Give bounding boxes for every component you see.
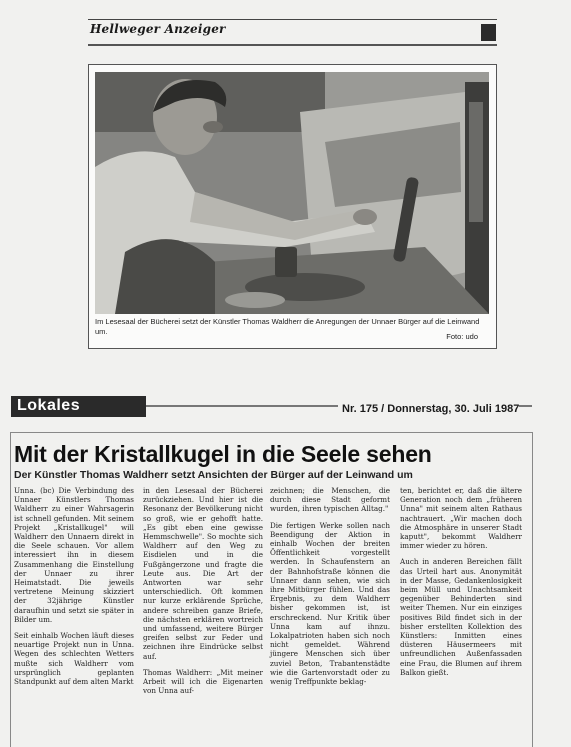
paragraph: Thomas Waldherr: „Mit meiner Arbeit will ich die Eigenarten von Unna auf- — [143, 667, 263, 696]
masthead-bottom-rule — [88, 44, 497, 46]
paragraph: Seit einhalb Wochen läuft dieses neuartige Projekt nun in Unna. Wegen des schlechten Wetters mußte sich Waldherr vom ursprünglich geplanten Standpunkt auf dem alten Markt — [14, 631, 134, 687]
article-column-3 — [270, 486, 390, 693]
article-subhead: Der Künstler Thomas Waldherr setzt Ansichten der Bürger auf der Leinwand um — [14, 469, 413, 481]
article-column-2 — [143, 486, 263, 702]
paragraph: Unna. (bc) Die Verbindung des Unnaer Künstlers Thomas Waldherr zu einer Wahrsagerin ist schnell gefunden. Mit seinem Projekt „Kristallkugel" will Waldherr den Unnaern direkt in die Seele schauen. Vor allem interessiert ihn in diesem Zusammenhang die Einstellung der Unnaer zu ihrer Heimatstadt. Die jeweils vertretene Meinung skizziert der 32jährige Künstler daraufhin und setzt sie später in Bilder um. — [14, 486, 134, 624]
article-column-1 — [14, 486, 134, 693]
paragraph: ten, berichtet er, daß die ältere Generation noch dem „früheren Unna" mit seinem alten Rathaus nachtrauert. „Wir machen doch die Atmosphäre in unserer Stadt kaputt", bekommt Waldherr immer wieder zu hören. — [400, 486, 522, 551]
newspaper-masthead: Hellweger Anzeiger — [90, 22, 226, 36]
article-headline: Mit der Kristallkugel in die Seele sehen — [14, 441, 432, 467]
photo-frame — [88, 64, 497, 349]
paragraph: in den Lesesaal der Bücherei zurückziehen. Und hier ist die Resonanz der Bevölkerung nicht so groß, wie er gehofft hatte. „Es gibt eben eine gewisse Hemmschwelle". So mochte sich Waldherr auf den Weg zu Eisdielen und in die Fußgängerzone und fragte die Leute aus. Die Art der Antworten war sehr unterschiedlich. Oft kommen nur kurze erklärende Sprüche, andere schreiben ganze Briefe, die nächsten erklären wortreich und umfassend, weitere Bürger greifen selbst zur Feder und zeichnen ihre Eindrücke selbst auf. — [143, 486, 263, 661]
paragraph: zeichnen; die Menschen, die durch diese Stadt geformt wurden, ihren typischen Alltag." — [270, 486, 390, 514]
artist-painting-image — [95, 72, 489, 314]
photo-credit: Foto: udo — [446, 332, 478, 341]
masthead-block — [481, 24, 496, 41]
artist-photo — [95, 72, 489, 314]
article-column-4 — [400, 486, 522, 684]
issue-date: Nr. 175 / Donnerstag, 30. Juli 1987 — [338, 403, 519, 415]
section-label: Lokales — [17, 397, 81, 414]
masthead-top-rule — [88, 19, 497, 20]
paragraph: Die fertigen Werke sollen nach Beendigung der Aktion in einhalb Wochen der breiten Öffentlichkeit vorgestellt werden. In Schaufenstern an der Bahnhofstraße können die Unnaer dann sehen, wie sich ihre Mitbürger fühlen. Und das Ergebnis, zu dem Waldherr bisher gekommen ist, ist erschreckend. Nur Kritik über Unna kam auf ihnzu. Lokalpatrioten haben sich noch nicht gemeldet. Während jüngere Menschen sich über zuviel Beton, Trabantenstädte wie die Gartenvorstadt oder zu wenig Treffpunkte beklag- — [270, 520, 390, 687]
photo-caption: Im Lesesaal der Bücherei setzt der Künstler Thomas Waldherr die Anregungen der Unnaer Bürger auf die Leinwand um. — [95, 317, 480, 336]
paragraph: Auch in anderen Bereichen fällt das Urteil hart aus. Anonymität in der Masse, Gedankenlosigkeit beim Müll und Unachtsamkeit gegenüber Behinderten sind weiter Themen. Nur ein einziges positives Bild findet sich in der bisher erstellten Kollektion des Künstlers: Inmitten eines düsteren Häusermeers mit unfreundlichen Außenfassaden eine Frau, die Blumen auf ihrem Balkon gießt. — [400, 557, 522, 677]
